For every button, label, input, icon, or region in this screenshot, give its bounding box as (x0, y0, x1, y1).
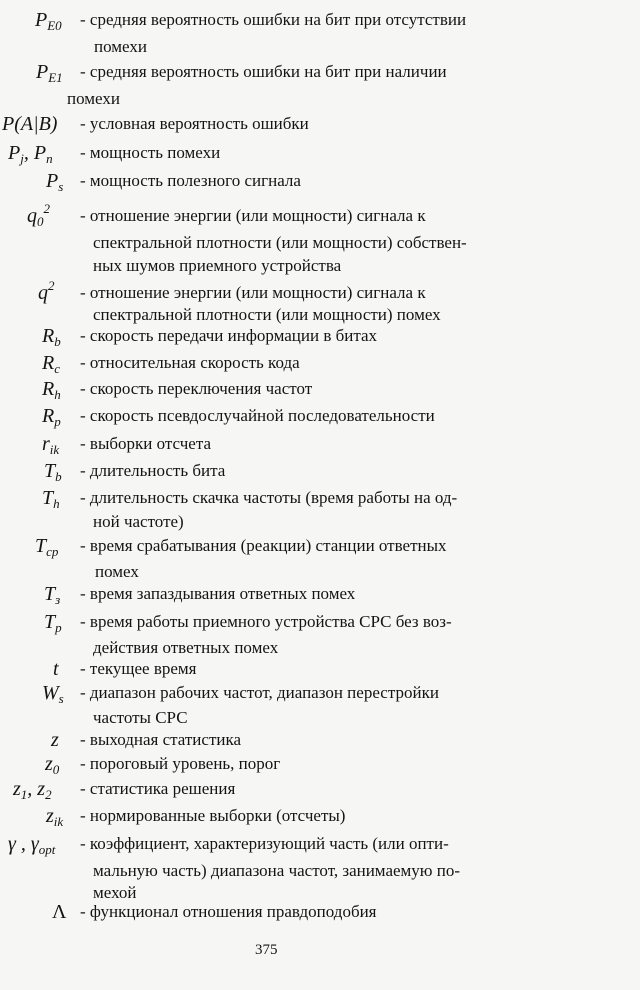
symbol: $T_b$ (44, 460, 62, 484)
symbol: $T_{ср}$ (35, 535, 59, 559)
definition-line: - мощность помехи (80, 143, 221, 162)
symbol: $R_b$ (42, 325, 61, 349)
definition-line: - выходная статистика (80, 730, 242, 749)
definition-line: мальную часть) диапазона частот, занимаемую по- (93, 861, 461, 880)
definition-line: - диапазон рабочих частот, диапазон перестройки (80, 683, 439, 702)
definition-line: - отношение энергии (или мощности) сигнала к (80, 283, 426, 302)
symbol: $T_р$ (44, 611, 62, 635)
definition-line: - средняя вероятность ошибки на бит при наличии (80, 62, 447, 81)
definition-line: ных шумов приемного устройства (93, 256, 342, 275)
page-number: 375 (255, 942, 278, 958)
symbol: $T_h$ (42, 487, 60, 511)
definition-line: - скорость псевдослучайной последовательности (80, 406, 435, 425)
definition-line: - время запаздывания ответных помех (80, 584, 356, 603)
symbol: $z_1$, $z_2$ (13, 778, 52, 802)
symbol: $P_{E1}$ (36, 61, 63, 85)
definition-line: мехой (93, 883, 137, 902)
definition-line: - время срабатывания (реакции) станции ответных (80, 536, 447, 555)
symbol: $r_{ik}$ (42, 433, 60, 457)
symbol: $R_c$ (42, 352, 60, 376)
definition-line: - условная вероятность ошибки (80, 114, 309, 133)
symbol: P(A|B) (2, 113, 58, 135)
definition-line: - текущее время (80, 659, 197, 678)
definition-line: помехи (94, 37, 147, 56)
symbol: $W_s$ (42, 682, 64, 706)
definition-line: помех (95, 562, 139, 581)
definition-line: - средняя вероятность ошибки на бит при отсутствии (80, 10, 467, 29)
symbol: $T_з$ (44, 583, 61, 607)
definition-line: - функционал отношения правдоподобия (80, 902, 377, 921)
definition-line: - пороговый уровень, порог (80, 754, 281, 773)
definition-line: - отношение энергии (или мощности) сигнала к (80, 206, 426, 225)
definition-line: - скорость переключения частот (80, 379, 313, 398)
symbol: $q^2$ (38, 278, 55, 304)
symbol: γ , $\gamma_{opt}$ (8, 833, 56, 857)
symbol: $z_0$ (45, 753, 60, 777)
definition-line: - коэффициент, характеризующий часть (или опти- (80, 834, 449, 853)
symbol: $R_p$ (42, 405, 61, 429)
symbol: z (51, 729, 59, 751)
definition-line: - скорость передачи информации в битах (80, 326, 378, 345)
symbol: $P_s$ (46, 170, 64, 194)
definition-line: - выборки отсчета (80, 434, 212, 453)
definition-line: ной частоте) (93, 512, 184, 531)
definition-line: действия ответных помех (93, 638, 279, 657)
symbol: $z_{ik}$ (46, 805, 64, 829)
definition-line: - статистика решения (80, 779, 236, 798)
definition-line: спектральной плотности (или мощности) собствен- (93, 233, 467, 252)
definition-line: - нормированные выборки (отсчеты) (80, 806, 346, 825)
symbol: t (53, 658, 59, 680)
symbol: Λ (52, 901, 67, 923)
definition-line: - мощность полезного сигнала (80, 171, 301, 190)
symbol: $P_{E0}$ (35, 9, 62, 33)
definition-line: спектральной плотности (или мощности) помех (93, 305, 441, 324)
symbol: $R_h$ (42, 378, 61, 402)
definition-line: - длительность бита (80, 461, 226, 480)
symbol: $P_j$, $P_n$ (8, 142, 53, 166)
definition-line: - относительная скорость кода (80, 353, 300, 372)
definition-line: помехи (67, 89, 120, 108)
definition-line: - время работы приемного устройства СРС без воз- (80, 612, 452, 631)
symbol: $q_0^2$ (27, 201, 50, 229)
definition-line: частоты СРС (93, 708, 188, 727)
definition-line: - длительность скачка частоты (время работы на од- (80, 488, 458, 507)
